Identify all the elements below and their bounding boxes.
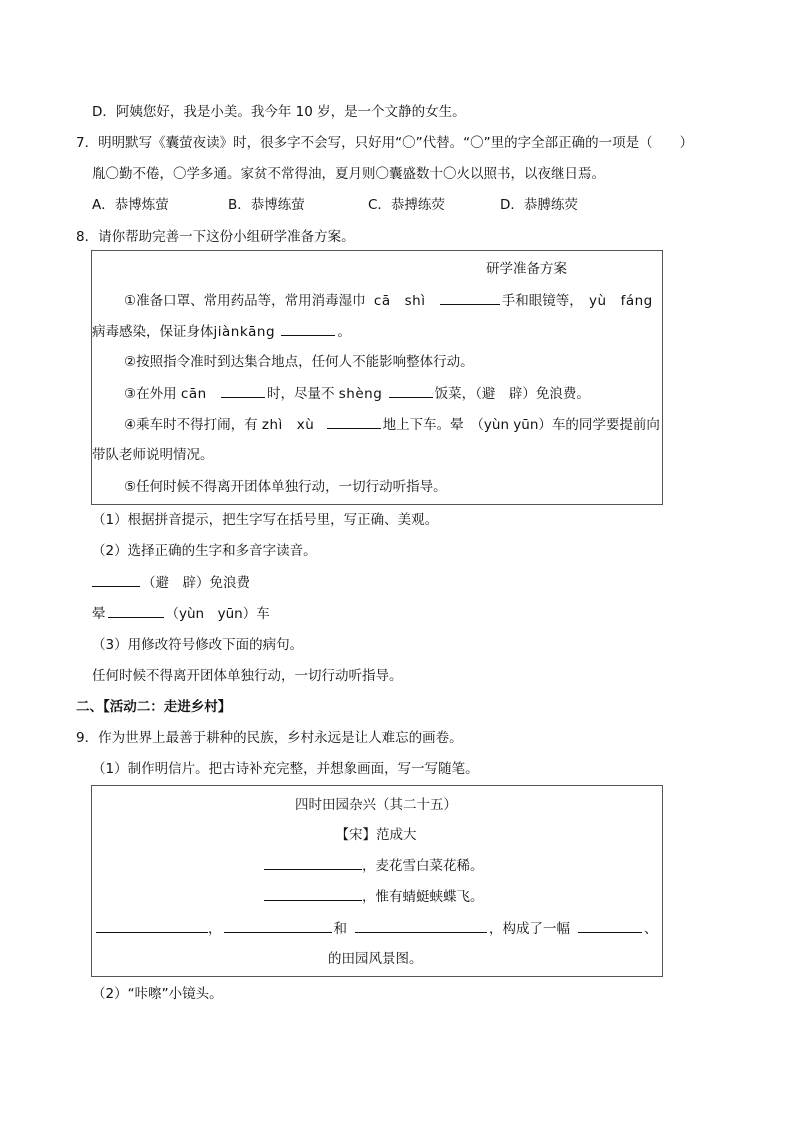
section-2-title: 二、【活动二：走进乡村】 — [76, 699, 232, 715]
essay-line-1 — [96, 919, 658, 938]
q8-sub1: （1）根据拼音提示，把生字写在括号里，写正确、美观。 — [92, 512, 439, 528]
plan-item-4-line1 — [124, 415, 660, 434]
plan-item-1-text-a: ①准备口罩、常用药品等，常用消毒湿巾 — [124, 293, 366, 309]
pinyin-zhixu: zhì xù — [261, 417, 315, 433]
q7-stem: 7．明明默写《囊萤夜读》时，很多字不会写，只好用“〇”代替。“〇”里的字全部正确的一项是（ ） — [76, 135, 694, 151]
poem-line-1 — [264, 856, 484, 875]
q7-option-b: B．恭博练萤 — [228, 197, 305, 213]
q8-sub2: （2）选择正确的生字和多音字读音。 — [92, 543, 317, 559]
plan-item-3-text-b: 时，尽量不 — [266, 386, 335, 402]
blank-poem-2[interactable] — [264, 887, 362, 901]
plan-item-4-line2: 带队老师说明情况。 — [92, 447, 214, 463]
pinyin-cashi: cā shì — [373, 293, 426, 309]
plan-item-2: ②按照指令准时到达集合地点，任何人不能影响整体行动。 — [124, 354, 474, 370]
blank-jiankang[interactable] — [281, 322, 335, 336]
plan-item-1-line2 — [92, 322, 351, 341]
essay-constitutes: ，构成了一幅 — [489, 921, 570, 937]
q7-option-d: D．恭膊练荧 — [500, 197, 578, 213]
essay-dun: 、 — [644, 921, 658, 937]
blank-sheng[interactable] — [389, 384, 433, 398]
pinyin-yufang: yù fáng — [589, 293, 653, 309]
plan-item-5: ⑤任何时候不得离开团体单独行动，一切行动听指导。 — [124, 479, 447, 495]
pinyin-sheng: shèng — [338, 386, 383, 402]
poem-line-1-text: ，麦花雪白菜花稀。 — [362, 858, 484, 874]
essay-comma-1: ， — [208, 921, 222, 937]
q7-text: 胤〇勤不倦，〇学多通。家贫不常得油，夏月则〇囊盛数十〇火以照书，以夜继日焉。 — [92, 166, 605, 182]
poem-title: 四时田园杂兴（其二十五） — [295, 797, 457, 813]
poem-title-row — [91, 796, 661, 814]
q8-sub2-line1 — [92, 573, 250, 592]
q7-option-c: C．恭搏练荧 — [368, 197, 445, 213]
blank-essay-1[interactable] — [96, 919, 208, 933]
plan-item-1-line1 — [124, 291, 653, 310]
q8-stem: 8．请你帮助完善一下这份小组研学准备方案。 — [76, 229, 355, 245]
plan-item-3-text-a: ③在外用 — [124, 386, 177, 402]
pinyin-can: cān — [180, 386, 207, 402]
blank-poem-1[interactable] — [264, 856, 362, 870]
q9-sub1: （1）制作明信片。把古诗补充完整，并想象画面，写一写随笔。 — [92, 761, 479, 777]
plan-item-1-text-d: 。 — [337, 324, 351, 340]
poem-author: 【宋】范成大 — [335, 827, 417, 843]
q8-sub2-line2 — [92, 604, 270, 623]
plan-item-1-text-c: 病毒感染，保证身体 — [92, 324, 214, 340]
blank-essay-3[interactable] — [355, 919, 487, 933]
plan-item-4-text-b: 地上下车。晕 （yùn yūn）车的同学要提前向 — [382, 417, 660, 433]
study-plan-box — [91, 250, 663, 505]
poem-author-row — [91, 826, 661, 844]
plan-item-1-text-b: 手和眼镜等， — [501, 293, 583, 309]
q8-sub2-line1-text: （避 辟）免浪费 — [142, 575, 250, 591]
poem-line-2 — [264, 887, 484, 906]
q8-sub3: （3）用修改符号修改下面的病句。 — [92, 637, 304, 653]
blank-bi[interactable] — [92, 573, 140, 587]
q9-stem: 9．作为世界上最善于耕种的民族，乡村永远是让人难忘的画卷。 — [76, 730, 463, 746]
blank-yun[interactable] — [108, 604, 164, 618]
plan-item-3-text-c: 饭菜，（避 辟）免浪费。 — [434, 386, 590, 402]
q8-sub2-line2-char: 晕 — [92, 606, 106, 622]
q9-sub2: （2）“咔嚓”小镜头。 — [92, 986, 223, 1002]
blank-essay-4[interactable] — [578, 919, 642, 933]
q6-option-d: D．阿姨您好，我是小美。我今年 10 岁，是一个文静的女生。 — [92, 104, 466, 120]
q8-sub3-sentence: 任何时候不得离开团体单独行动，一切行动听指导。 — [92, 668, 403, 684]
blank-essay-2[interactable] — [224, 919, 332, 933]
q8-sub2-line2-text: （yùn yūn）车 — [165, 606, 270, 622]
blank-cashi[interactable] — [440, 291, 500, 305]
blank-can[interactable] — [221, 384, 265, 398]
q7-option-a: A．恭博炼萤 — [92, 197, 169, 213]
poem-line-2-text: ，惟有蜻蜓蛱蝶飞。 — [362, 889, 484, 905]
study-plan-title: 研学准备方案 — [486, 261, 567, 277]
pinyin-jiankang: jiànkāng — [213, 324, 276, 340]
plan-item-3 — [124, 384, 590, 403]
essay-line-2: 的田园风景图。 — [328, 951, 423, 967]
plan-item-4-text-a: ④乘车时不得打闹，有 — [124, 417, 258, 433]
essay-and: 和 — [333, 921, 347, 937]
blank-zhixu[interactable] — [327, 415, 381, 429]
